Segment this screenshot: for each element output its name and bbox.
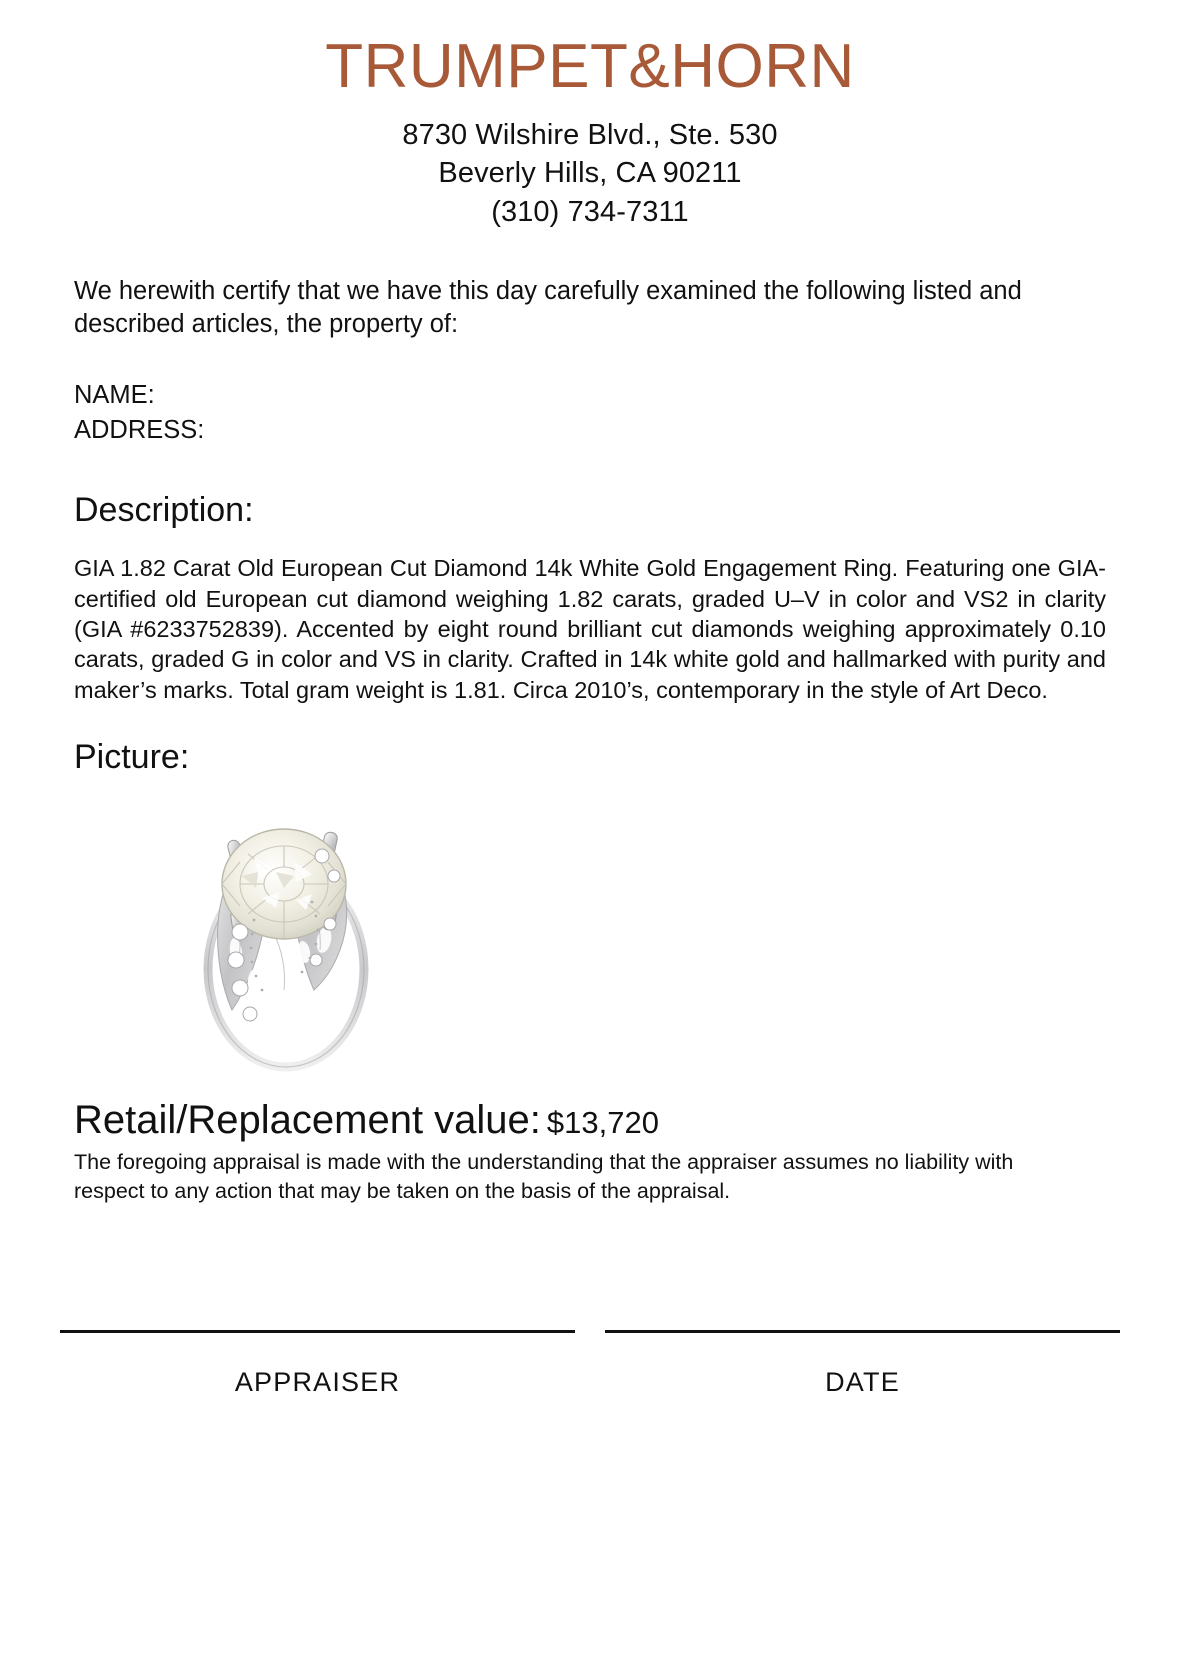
picture-container (74, 784, 1106, 1084)
description-heading: Description: (74, 491, 254, 530)
company-address-block (0, 116, 1180, 231)
retail-value-label: Retail/Replacement value: (74, 1098, 541, 1143)
ring-photograph (136, 784, 406, 1084)
signature-block (0, 1330, 1180, 1398)
appraiser-label: APPRAISER (234, 1367, 401, 1397)
signature-rules (60, 1330, 1120, 1333)
company-logo-text: TRUMPET&HORN (325, 32, 855, 101)
certification-statement: We herewith certify that we have this day carefully examined the following listed and described articles, the property of: (74, 276, 1022, 339)
address-line-2: Beverly Hills, CA 90211 (438, 157, 742, 190)
retail-value-line (74, 1098, 1106, 1142)
date-signature-line[interactable] (605, 1330, 1120, 1333)
picture-heading: Picture: (74, 737, 190, 776)
document-body (0, 275, 1180, 1206)
owner-fields (74, 378, 1106, 448)
retail-value-amount: $13,720 (546, 1105, 659, 1141)
phone-number: (310) 734-7311 (491, 195, 689, 228)
address-line-1: 8730 Wilshire Blvd., Ste. 530 (402, 119, 778, 151)
appraiser-signature-line[interactable] (60, 1330, 575, 1333)
company-logo (0, 0, 1180, 101)
address-field-label: ADDRESS: (74, 416, 205, 445)
name-field-label: NAME: (74, 381, 155, 410)
appraisal-disclaimer: The foregoing appraisal is made with the understanding that the appraiser assumes no liability with respect to any action that may be taken on the basis of the appraisal. (74, 1150, 1014, 1203)
signature-labels (60, 1367, 1120, 1398)
date-label: DATE (825, 1367, 900, 1397)
description-body: GIA 1.82 Carat Old European Cut Diamond 14k White Gold Engagement Ring. Featuring one GIA-certified old European cut diamond weighing 1.82 carats, graded U–V in color and VS2 in clarity (GIA #6233752839). Accented by eight round brilliant cut diamonds weighing approximately 0.10 carats, graded G in color and VS in clarity. Crafted in 14k white gold and hallmarked with purity and maker’s marks. Total gram weight is 1.81. Circa 2010’s, contemporary in the style of Art Deco. (74, 555, 1106, 703)
